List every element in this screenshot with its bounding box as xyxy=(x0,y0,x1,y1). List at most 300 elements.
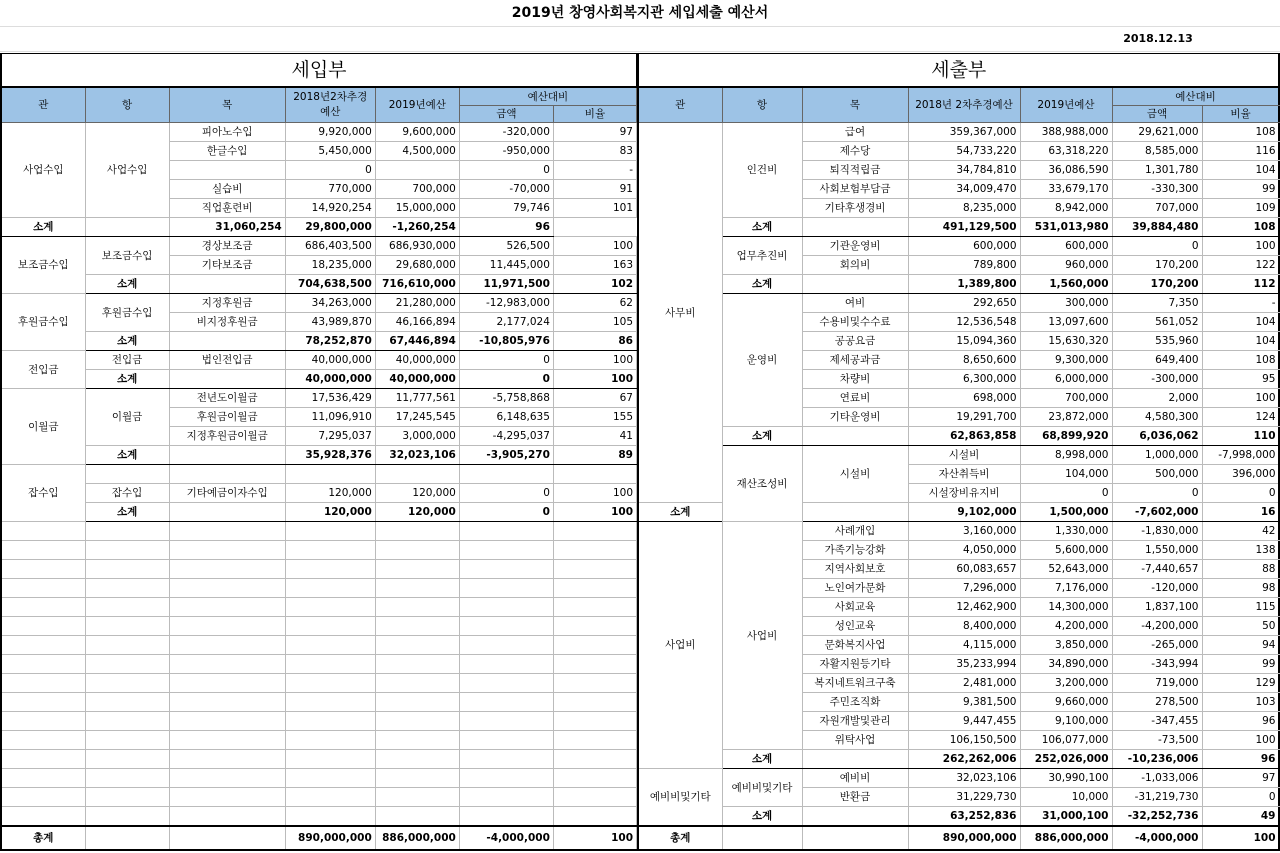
current-budget-cell: 67,446,894 xyxy=(375,332,459,351)
blank-cell xyxy=(553,693,636,712)
table-row xyxy=(1,351,637,370)
current-budget-cell: 0 xyxy=(1112,484,1202,503)
mok-cell: 주민조직화 xyxy=(802,693,908,712)
mok-cell: 피아노수입 xyxy=(169,123,285,142)
subtotal-label: 소계 xyxy=(722,807,802,827)
mok-cell: 여비 xyxy=(802,294,908,313)
blank-cell xyxy=(169,655,285,674)
diff-ratio-cell: 98 xyxy=(1202,579,1279,598)
gwan-cell: 사업수입 xyxy=(1,123,85,218)
blank-cell xyxy=(459,750,553,769)
gwan-cell: 후원금수입 xyxy=(1,294,85,351)
mok-cell: 지정후원금이월금 xyxy=(169,427,285,446)
blank-cell xyxy=(285,617,375,636)
blank-cell xyxy=(459,636,553,655)
blank-cell xyxy=(1,598,85,617)
prev-budget-cell: 491,129,500 xyxy=(908,218,1020,237)
header-current-budget: 2019년예산 xyxy=(375,87,459,123)
blank-cell xyxy=(553,617,636,636)
diff-ratio-cell: 62 xyxy=(553,294,636,313)
total-diff-amount: -4,000,000 xyxy=(1112,826,1202,850)
blank-row xyxy=(1,731,637,750)
blank-cell xyxy=(1,750,85,769)
diff-ratio-cell: 105 xyxy=(553,313,636,332)
diff-amount-cell: 79,746 xyxy=(459,199,553,218)
diff-ratio-cell: 99 xyxy=(1202,180,1279,199)
blank-cell xyxy=(459,731,553,750)
diff-amount-cell: -7,440,657 xyxy=(1112,560,1202,579)
diff-amount-cell: 0 xyxy=(1202,484,1279,503)
subtotal-row xyxy=(638,275,1279,294)
blank-cell xyxy=(1,674,85,693)
blank-cell xyxy=(459,769,553,788)
blank-cell xyxy=(1,712,85,731)
diff-amount-cell: -120,000 xyxy=(1112,579,1202,598)
document-date: 2018.12.13 xyxy=(1123,32,1193,45)
prev-budget-cell: 12,462,900 xyxy=(908,598,1020,617)
table-row xyxy=(1,294,637,313)
current-budget-cell: 36,086,590 xyxy=(1020,161,1112,180)
diff-ratio-cell: 42 xyxy=(1202,522,1279,541)
diff-amount-cell: 535,960 xyxy=(1112,332,1202,351)
diff-ratio-cell: 108 xyxy=(1202,351,1279,370)
blank-cell xyxy=(802,826,908,850)
blank-cell xyxy=(459,617,553,636)
current-budget-cell xyxy=(375,465,459,484)
blank-cell xyxy=(85,655,169,674)
prev-budget-cell: 7,295,037 xyxy=(285,427,375,446)
diff-ratio-cell: 100 xyxy=(553,484,636,503)
diff-amount-cell: -5,758,868 xyxy=(459,389,553,408)
mok-cell: 사회보험부담금 xyxy=(802,180,908,199)
diff-amount-cell: 0 xyxy=(459,370,553,389)
prev-budget-cell: 600,000 xyxy=(908,237,1020,256)
diff-ratio-cell: 100 xyxy=(1202,389,1279,408)
diff-amount-cell: -330,300 xyxy=(1112,180,1202,199)
current-budget-cell: 1,560,000 xyxy=(1020,275,1112,294)
prev-budget-cell: 8,400,000 xyxy=(908,617,1020,636)
diff-ratio-cell: 100 xyxy=(1202,731,1279,750)
diff-amount-cell: -343,994 xyxy=(1112,655,1202,674)
current-budget-cell: 30,990,100 xyxy=(1020,769,1112,788)
table-row xyxy=(638,237,1279,256)
mok-cell: 차량비 xyxy=(802,370,908,389)
blank-cell xyxy=(375,522,459,541)
subtotal-label: 소계 xyxy=(85,446,169,465)
diff-ratio-cell: 67 xyxy=(553,389,636,408)
current-budget-cell: 9,600,000 xyxy=(375,123,459,142)
mok-cell: 퇴직적립금 xyxy=(802,161,908,180)
mok-cell: 실습비 xyxy=(169,180,285,199)
header-ratio: 비율 xyxy=(1202,106,1279,123)
diff-amount-cell: 278,500 xyxy=(1112,693,1202,712)
blank-cell xyxy=(459,541,553,560)
mok-cell: 급여 xyxy=(802,123,908,142)
prev-budget-cell: 789,800 xyxy=(908,256,1020,275)
header-comparison: 예산대비 xyxy=(459,87,636,106)
income-table xyxy=(0,53,637,851)
total-label: 총계 xyxy=(638,826,722,850)
prev-budget-cell: 19,291,700 xyxy=(908,408,1020,427)
income-section-title: 세입부 xyxy=(1,54,637,88)
prev-budget-cell: 1,389,800 xyxy=(908,275,1020,294)
header-current-budget: 2019년예산 xyxy=(1020,87,1112,123)
diff-amount-cell xyxy=(459,465,553,484)
blank-cell xyxy=(553,674,636,693)
blank-row xyxy=(1,560,637,579)
diff-ratio-cell: 104 xyxy=(1202,161,1279,180)
blank-cell xyxy=(169,750,285,769)
blank-cell xyxy=(169,522,285,541)
prev-budget-cell: 9,102,000 xyxy=(908,503,1020,522)
current-budget-cell: 4,200,000 xyxy=(1020,617,1112,636)
current-budget-cell: 34,890,000 xyxy=(1020,655,1112,674)
hang-cell: 잡수입 xyxy=(85,484,169,503)
gwan-cell: 사업비 xyxy=(638,522,722,769)
diff-ratio-cell: 96 xyxy=(459,218,553,237)
blank-cell xyxy=(85,617,169,636)
current-budget-cell: 3,850,000 xyxy=(1020,636,1112,655)
blank-cell xyxy=(375,769,459,788)
diff-amount-cell: 0 xyxy=(1112,237,1202,256)
mok-cell: 직업훈련비 xyxy=(169,199,285,218)
header-gwan: 관 xyxy=(1,87,85,123)
hang-cell: 인건비 xyxy=(722,123,802,218)
blank-cell xyxy=(169,598,285,617)
subtotal-label: 소계 xyxy=(85,503,169,522)
diff-amount-cell: -950,000 xyxy=(459,142,553,161)
diff-amount-cell: -300,000 xyxy=(1112,370,1202,389)
diff-ratio-cell: 83 xyxy=(553,142,636,161)
prev-budget-cell: 262,262,006 xyxy=(908,750,1020,769)
diff-ratio-cell: 91 xyxy=(553,180,636,199)
diff-amount-cell: 6,148,635 xyxy=(459,408,553,427)
current-budget-cell: 13,097,600 xyxy=(1020,313,1112,332)
current-budget-cell: 11,777,561 xyxy=(375,389,459,408)
blank-cell xyxy=(169,636,285,655)
blank-cell xyxy=(85,674,169,693)
diff-amount-cell: 1,301,780 xyxy=(1112,161,1202,180)
mok-cell: 사례개입 xyxy=(802,522,908,541)
mok-cell: 한글수입 xyxy=(169,142,285,161)
blank-cell xyxy=(375,636,459,655)
diff-amount-cell: -3,905,270 xyxy=(459,446,553,465)
current-budget-cell: 23,872,000 xyxy=(1020,408,1112,427)
blank-cell xyxy=(722,826,802,850)
current-budget-cell: 9,300,000 xyxy=(1020,351,1112,370)
blank-cell xyxy=(169,579,285,598)
diff-ratio-cell: 99 xyxy=(1202,655,1279,674)
current-budget-cell xyxy=(375,161,459,180)
table-row xyxy=(1,484,637,503)
blank-row xyxy=(1,541,637,560)
table-row xyxy=(638,769,1279,788)
current-budget-cell: 46,166,894 xyxy=(375,313,459,332)
header-amount: 금액 xyxy=(1112,106,1202,123)
prev-budget-cell: 8,998,000 xyxy=(1020,446,1112,465)
blank-row xyxy=(1,693,637,712)
diff-amount-cell: -4,295,037 xyxy=(459,427,553,446)
blank-cell xyxy=(169,712,285,731)
current-budget-cell: 9,100,000 xyxy=(1020,712,1112,731)
current-budget-cell: 29,800,000 xyxy=(285,218,375,237)
mok-cell: 자산취득비 xyxy=(908,465,1020,484)
gwan-cell: 잡수입 xyxy=(1,465,85,522)
diff-amount-cell: -7,602,000 xyxy=(1112,503,1202,522)
diff-ratio-cell: 104 xyxy=(1202,313,1279,332)
subtotal-label: 소계 xyxy=(722,427,802,446)
diff-ratio-cell: 155 xyxy=(553,408,636,427)
blank-cell xyxy=(553,636,636,655)
current-budget-cell: 9,660,000 xyxy=(1020,693,1112,712)
subtotal-label: 소계 xyxy=(722,275,802,294)
mok-cell xyxy=(169,503,285,522)
blank-cell xyxy=(1,655,85,674)
diff-ratio-cell: 97 xyxy=(553,123,636,142)
blank-row xyxy=(1,598,637,617)
diff-ratio-cell: 116 xyxy=(1202,142,1279,161)
prev-budget-cell: 8,235,000 xyxy=(908,199,1020,218)
current-budget-cell: 14,300,000 xyxy=(1020,598,1112,617)
gwan-cell: 재산조성비 xyxy=(722,446,802,522)
prev-budget-cell: 120,000 xyxy=(285,503,375,522)
prev-budget-cell: 0 xyxy=(285,161,375,180)
blank-cell xyxy=(375,598,459,617)
diff-ratio-cell: 0 xyxy=(1202,788,1279,807)
diff-amount-cell: 6,036,062 xyxy=(1112,427,1202,446)
blank-row xyxy=(1,769,637,788)
total-diff-amount: -4,000,000 xyxy=(459,826,553,850)
diff-amount-cell: -1,033,006 xyxy=(1112,769,1202,788)
blank-cell xyxy=(85,636,169,655)
current-budget-cell: 531,013,980 xyxy=(1020,218,1112,237)
diff-amount-cell: 719,000 xyxy=(1112,674,1202,693)
mok-cell xyxy=(802,503,908,522)
diff-amount-cell: 1,550,000 xyxy=(1112,541,1202,560)
total-current-budget: 886,000,000 xyxy=(375,826,459,850)
expense-section-title: 세출부 xyxy=(638,54,1279,88)
header-prev-budget: 2018년2차추경예산 xyxy=(285,87,375,123)
table-row xyxy=(1,465,637,484)
diff-ratio-cell: 100 xyxy=(553,237,636,256)
subtotal-row xyxy=(1,503,637,522)
mok-cell xyxy=(802,275,908,294)
mok-cell: 기타보조금 xyxy=(169,256,285,275)
header-hang: 항 xyxy=(722,87,802,123)
table-row xyxy=(1,123,637,142)
diff-ratio-cell: 100 xyxy=(1202,237,1279,256)
current-budget-cell: 32,023,106 xyxy=(375,446,459,465)
diff-ratio-cell: 115 xyxy=(1202,598,1279,617)
blank-row xyxy=(1,807,637,827)
prev-budget-cell: 4,115,000 xyxy=(908,636,1020,655)
subtotal-label: 소계 xyxy=(85,332,169,351)
blank-cell xyxy=(375,617,459,636)
blank-cell xyxy=(1,693,85,712)
blank-cell xyxy=(553,750,636,769)
prev-budget-cell: 34,784,810 xyxy=(908,161,1020,180)
mok-cell: 사회교육 xyxy=(802,598,908,617)
mok-cell: 기타예금이자수입 xyxy=(169,484,285,503)
prev-budget-cell: 31,229,730 xyxy=(908,788,1020,807)
mok-cell: 예비비 xyxy=(802,769,908,788)
total-current-budget: 886,000,000 xyxy=(1020,826,1112,850)
subtotal-label: 소계 xyxy=(722,218,802,237)
prev-budget-cell: 104,000 xyxy=(1020,465,1112,484)
blank-cell xyxy=(169,731,285,750)
diff-ratio-cell: 138 xyxy=(1202,541,1279,560)
blank-cell xyxy=(375,560,459,579)
diff-ratio-cell: 89 xyxy=(553,446,636,465)
diff-amount-cell: 649,400 xyxy=(1112,351,1202,370)
gwan-cell: 전입금 xyxy=(1,351,85,389)
mok-cell: 기타운영비 xyxy=(802,408,908,427)
blank-cell xyxy=(375,750,459,769)
diff-ratio-cell: 124 xyxy=(1202,408,1279,427)
prev-budget-cell: 31,060,254 xyxy=(169,218,285,237)
subtotal-row xyxy=(1,218,637,237)
blank-cell xyxy=(459,712,553,731)
mok-cell: 연료비 xyxy=(802,389,908,408)
blank-cell xyxy=(459,674,553,693)
blank-row xyxy=(1,522,637,541)
current-budget-cell: 716,610,000 xyxy=(375,275,459,294)
prev-budget-cell: 11,096,910 xyxy=(285,408,375,427)
prev-budget-cell: 120,000 xyxy=(285,484,375,503)
blank-cell xyxy=(375,655,459,674)
diff-ratio-cell: 96 xyxy=(1202,750,1279,769)
current-budget-cell: 500,000 xyxy=(1112,465,1202,484)
blank-row xyxy=(1,617,637,636)
mok-cell: 비지정후원금 xyxy=(169,313,285,332)
current-budget-cell: 4,500,000 xyxy=(375,142,459,161)
hang-cell xyxy=(85,465,169,484)
table-row xyxy=(638,446,1279,465)
blank-cell xyxy=(85,750,169,769)
blank-cell xyxy=(285,693,375,712)
hang-cell: 예비비및기타 xyxy=(722,769,802,807)
blank-cell xyxy=(285,579,375,598)
blank-cell xyxy=(459,807,553,827)
subtotal-row xyxy=(1,332,637,351)
total-row xyxy=(638,826,1279,850)
prev-budget-cell: 6,300,000 xyxy=(908,370,1020,389)
blank-cell xyxy=(553,788,636,807)
blank-cell xyxy=(375,674,459,693)
mok-cell: 지정후원금 xyxy=(169,294,285,313)
blank-cell xyxy=(85,560,169,579)
blank-cell xyxy=(553,655,636,674)
current-budget-cell: 15,630,320 xyxy=(1020,332,1112,351)
blank-cell xyxy=(553,541,636,560)
current-budget-cell: 106,077,000 xyxy=(1020,731,1112,750)
diff-amount-cell: -73,500 xyxy=(1112,731,1202,750)
diff-amount-cell: 1,837,100 xyxy=(1112,598,1202,617)
diff-ratio-cell: 100 xyxy=(553,370,636,389)
blank-row xyxy=(1,750,637,769)
subtotal-row xyxy=(1,446,637,465)
prev-budget-cell: 12,536,548 xyxy=(908,313,1020,332)
diff-amount-cell: 8,585,000 xyxy=(1112,142,1202,161)
current-budget-cell: 31,000,100 xyxy=(1020,807,1112,827)
mok-cell: 자원개발및관리 xyxy=(802,712,908,731)
total-diff-ratio: 100 xyxy=(1202,826,1279,850)
blank-cell xyxy=(375,541,459,560)
prev-budget-cell: 106,150,500 xyxy=(908,731,1020,750)
blank-cell xyxy=(169,560,285,579)
current-budget-cell: 600,000 xyxy=(1020,237,1112,256)
prev-budget-cell: 35,233,994 xyxy=(908,655,1020,674)
header-gwan: 관 xyxy=(638,87,722,123)
mok-cell: 기관운영비 xyxy=(802,237,908,256)
blank-cell xyxy=(85,826,169,850)
current-budget-cell: 1,500,000 xyxy=(1020,503,1112,522)
diff-ratio-cell: 95 xyxy=(1202,370,1279,389)
blank-cell xyxy=(285,807,375,827)
diff-amount-cell: 0 xyxy=(459,484,553,503)
diff-ratio-cell: 50 xyxy=(1202,617,1279,636)
diff-ratio-cell: 112 xyxy=(1202,275,1279,294)
diff-amount-cell: 561,052 xyxy=(1112,313,1202,332)
prev-budget-cell: 34,263,000 xyxy=(285,294,375,313)
diff-ratio-cell: 49 xyxy=(1202,807,1279,827)
diff-ratio-cell: 97 xyxy=(1202,769,1279,788)
blank-row xyxy=(1,655,637,674)
mok-cell: 기타후생경비 xyxy=(802,199,908,218)
mok-cell xyxy=(169,161,285,180)
diff-amount-cell: 29,621,000 xyxy=(1112,123,1202,142)
current-budget-cell: 40,000,000 xyxy=(375,351,459,370)
diff-ratio-cell: 88 xyxy=(1202,560,1279,579)
mok-cell xyxy=(802,750,908,769)
prev-budget-cell: 698,000 xyxy=(908,389,1020,408)
blank-cell xyxy=(553,560,636,579)
diff-amount-cell: 707,000 xyxy=(1112,199,1202,218)
mok-cell: 반환금 xyxy=(802,788,908,807)
prev-budget-cell: 4,050,000 xyxy=(908,541,1020,560)
prev-budget-cell: 63,252,836 xyxy=(908,807,1020,827)
blank-cell xyxy=(85,731,169,750)
diff-amount-cell: 0 xyxy=(459,503,553,522)
current-budget-cell: 52,643,000 xyxy=(1020,560,1112,579)
blank-cell xyxy=(553,522,636,541)
blank-cell xyxy=(375,788,459,807)
subtotal-label: 소계 xyxy=(638,503,722,522)
hang-cell: 사업수입 xyxy=(85,123,169,218)
diff-amount-cell: -10,805,976 xyxy=(459,332,553,351)
current-budget-cell: 63,318,220 xyxy=(1020,142,1112,161)
current-budget-cell: 29,680,000 xyxy=(375,256,459,275)
current-budget-cell: 5,600,000 xyxy=(1020,541,1112,560)
current-budget-cell: 17,245,545 xyxy=(375,408,459,427)
diff-ratio-cell: 104 xyxy=(1202,332,1279,351)
blank-cell xyxy=(459,598,553,617)
expense-table xyxy=(637,53,1280,851)
prev-budget-cell: 770,000 xyxy=(285,180,375,199)
prev-budget-cell: 9,920,000 xyxy=(285,123,375,142)
diff-amount-cell: -32,252,736 xyxy=(1112,807,1202,827)
prev-budget-cell: 3,160,000 xyxy=(908,522,1020,541)
mok-cell: 문화복지사업 xyxy=(802,636,908,655)
blank-cell xyxy=(553,731,636,750)
diff-ratio-cell: 16 xyxy=(1202,503,1279,522)
blank-cell xyxy=(459,560,553,579)
prev-budget-cell: 35,928,376 xyxy=(285,446,375,465)
diff-amount-cell: 170,200 xyxy=(1112,256,1202,275)
blank-cell xyxy=(85,788,169,807)
blank-cell xyxy=(285,541,375,560)
hang-cell: 사업비 xyxy=(722,522,802,750)
